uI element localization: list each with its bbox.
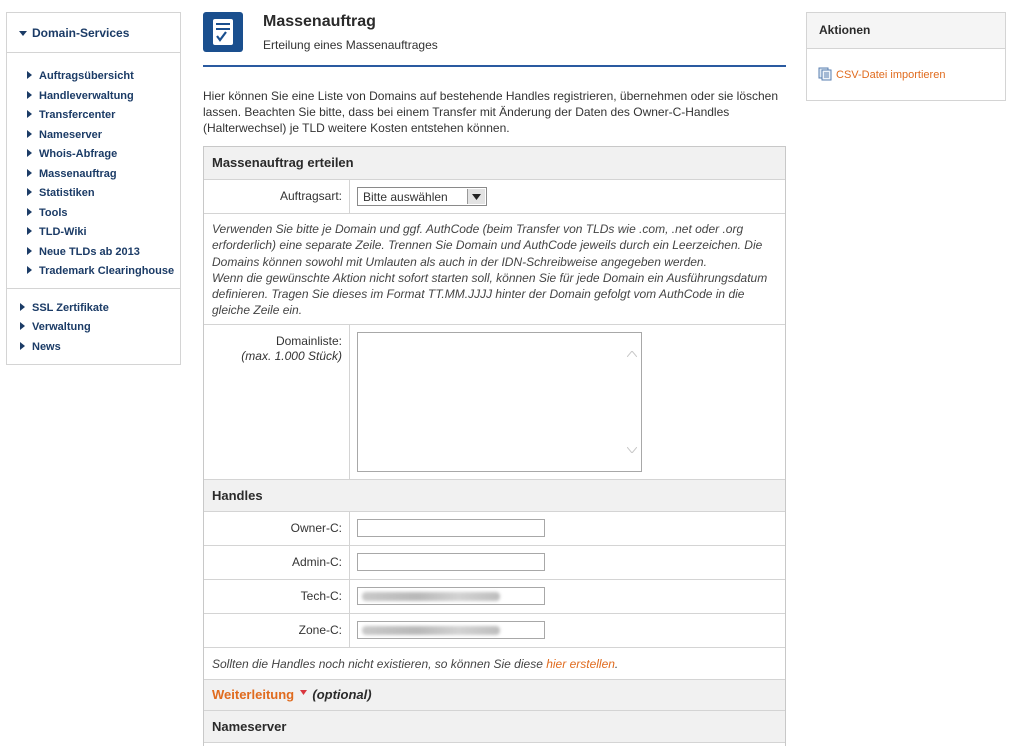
caret-right-icon <box>20 303 25 311</box>
zone-input[interactable] <box>357 621 545 639</box>
sidebar-header-label: Domain-Services <box>32 26 130 40</box>
caret-down-icon <box>19 31 27 36</box>
caret-right-icon <box>27 169 32 177</box>
tech-input[interactable] <box>357 587 545 605</box>
sidebar-item-label: Statistiken <box>39 187 95 199</box>
caret-right-icon <box>27 227 32 235</box>
forwarding-toggle[interactable] <box>204 680 785 711</box>
order-type-select[interactable] <box>357 187 487 206</box>
domainlist-textarea[interactable] <box>357 332 642 472</box>
actions-title: Aktionen <box>807 13 1005 49</box>
csv-import-label: CSV-Datei importieren <box>836 69 946 81</box>
redacted-value <box>362 592 500 601</box>
create-handles-link[interactable]: hier erstellen <box>546 657 615 671</box>
sidebar-item-label: Massenauftrag <box>39 167 117 180</box>
instructions-text-2: Wenn die gewünschte Aktion nicht sofort starten soll, können Sie für jede Domain ein Ausführungsdatum definieren. Tragen Sie dieses im Format TT.MM.JJJJ hinter der Domain gefolgt vom AuthCode in die gleiche Zeile ein. <box>212 270 768 318</box>
sidebar-item[interactable] <box>7 184 180 204</box>
sidebar-section-label: SSL Zertifikate <box>32 301 109 314</box>
sidebar-sub-list <box>7 53 180 289</box>
caret-down-icon <box>300 690 307 695</box>
scroll-down-icon[interactable] <box>627 447 637 453</box>
caret-right-icon <box>27 188 32 196</box>
mass-order-form <box>203 146 786 746</box>
mass-order-icon <box>203 12 243 52</box>
actions-panel <box>806 12 1006 101</box>
sidebar-section-label: News <box>32 340 61 353</box>
intro-text: Hier können Sie eine Liste von Domains auf bestehende Handles registrieren, übernehmen oder sie löschen lassen. Beachten Sie bitte, dass bei einem Transfer mit Änderung der Daten des Owner-C-Handles (Halterwechsel) je TLD weitere Kosten entstehen können. <box>203 89 779 135</box>
csv-import-link[interactable] <box>807 49 1005 81</box>
sidebar-item-label: Handleverwaltung <box>39 89 134 102</box>
sidebar-item[interactable] <box>7 262 180 282</box>
zone-row <box>204 614 785 648</box>
tech-label: Tech-C: <box>204 580 350 613</box>
sidebar-item-label: Nameserver <box>39 128 102 141</box>
caret-right-icon <box>27 208 32 216</box>
sidebar-item-label: Trademark Clearinghouse <box>39 265 175 277</box>
sidebar-section-domain-services[interactable] <box>7 13 180 53</box>
domainlist-hint: (max. 1.000 Stück) <box>241 349 342 363</box>
sidebar-item-label: TLD-Wiki <box>39 226 87 238</box>
order-type-selected: Bitte auswählen <box>363 189 448 204</box>
section-header-handles: Handles <box>204 480 785 512</box>
caret-right-icon <box>27 91 32 99</box>
domainlist-row <box>204 325 785 480</box>
sidebar-section[interactable] <box>7 299 180 319</box>
chevron-down-icon[interactable] <box>467 189 485 204</box>
caret-right-icon <box>20 342 25 350</box>
caret-right-icon <box>27 149 32 157</box>
section-header-mass-order: Massenauftrag erteilen <box>204 147 785 180</box>
page-title: Massenauftrag <box>263 13 376 30</box>
forwarding-optional: (optional) <box>312 687 372 702</box>
handles-note-end: . <box>614 657 619 671</box>
owner-label: Owner-C: <box>204 512 350 545</box>
sidebar-section-label: Verwaltung <box>32 321 91 333</box>
handles-note <box>204 648 785 680</box>
owner-input[interactable] <box>357 519 545 537</box>
sidebar-item-label: Whois-Abfrage <box>39 148 118 160</box>
sidebar-item-label: Transfercenter <box>39 109 116 121</box>
caret-right-icon <box>27 266 32 274</box>
instructions-box <box>204 214 785 325</box>
sidebar-item-label: Tools <box>39 206 68 219</box>
sidebar-item[interactable] <box>7 165 180 185</box>
redacted-value <box>362 626 500 635</box>
caret-right-icon <box>27 71 32 79</box>
sidebar-item[interactable] <box>7 223 180 243</box>
sidebar-item-label: Neue TLDs ab 2013 <box>39 245 140 258</box>
handles-note-text: Sollten die Handles noch nicht existieren, so können Sie diese <box>212 657 547 671</box>
header-divider <box>203 65 786 67</box>
sidebar-section[interactable] <box>7 318 180 338</box>
sidebar-item[interactable] <box>7 145 180 165</box>
sidebar-section[interactable] <box>7 338 180 358</box>
sidebar-item[interactable] <box>7 243 180 263</box>
section-header-nameserver: Nameserver <box>204 711 785 743</box>
caret-right-icon <box>27 247 32 255</box>
sidebar-item[interactable] <box>7 67 180 87</box>
admin-input[interactable] <box>357 553 545 571</box>
sidebar-item-label: Auftragsübersicht <box>39 70 134 82</box>
scroll-up-icon[interactable] <box>627 351 637 357</box>
owner-row <box>204 512 785 546</box>
sidebar-main-list <box>7 289 180 358</box>
order-type-row <box>204 180 785 214</box>
sidebar-item[interactable] <box>7 87 180 107</box>
admin-row <box>204 546 785 580</box>
sidebar-item[interactable] <box>7 106 180 126</box>
sidebar-item[interactable] <box>7 204 180 224</box>
zone-label: Zone-C: <box>204 614 350 647</box>
caret-right-icon <box>20 322 25 330</box>
forwarding-label: Weiterleitung <box>212 687 295 702</box>
order-type-label: Auftragsart: <box>204 180 350 213</box>
instructions-text-1: Verwenden Sie bitte je Domain und ggf. AuthCode (beim Transfer von TLDs wie .com, .net oder .org erforderlich) eine separate Zeile. Trennen Sie Domain und AuthCode jeweils durch ein Leerzeichen. Die Domains können sowohl mit Umlauten als auch in der IDN-Schreibweise angegeben werden. <box>212 222 763 269</box>
tech-row <box>204 580 785 614</box>
sidebar-nav <box>6 12 181 365</box>
domainlist-label: Domainliste: <box>275 334 342 348</box>
admin-label: Admin-C: <box>204 546 350 579</box>
document-stack-icon <box>818 67 832 81</box>
page-subtitle: Erteilung eines Massenauftrages <box>263 38 438 52</box>
caret-right-icon <box>27 130 32 138</box>
sidebar-item[interactable] <box>7 126 180 146</box>
caret-right-icon <box>27 110 32 118</box>
